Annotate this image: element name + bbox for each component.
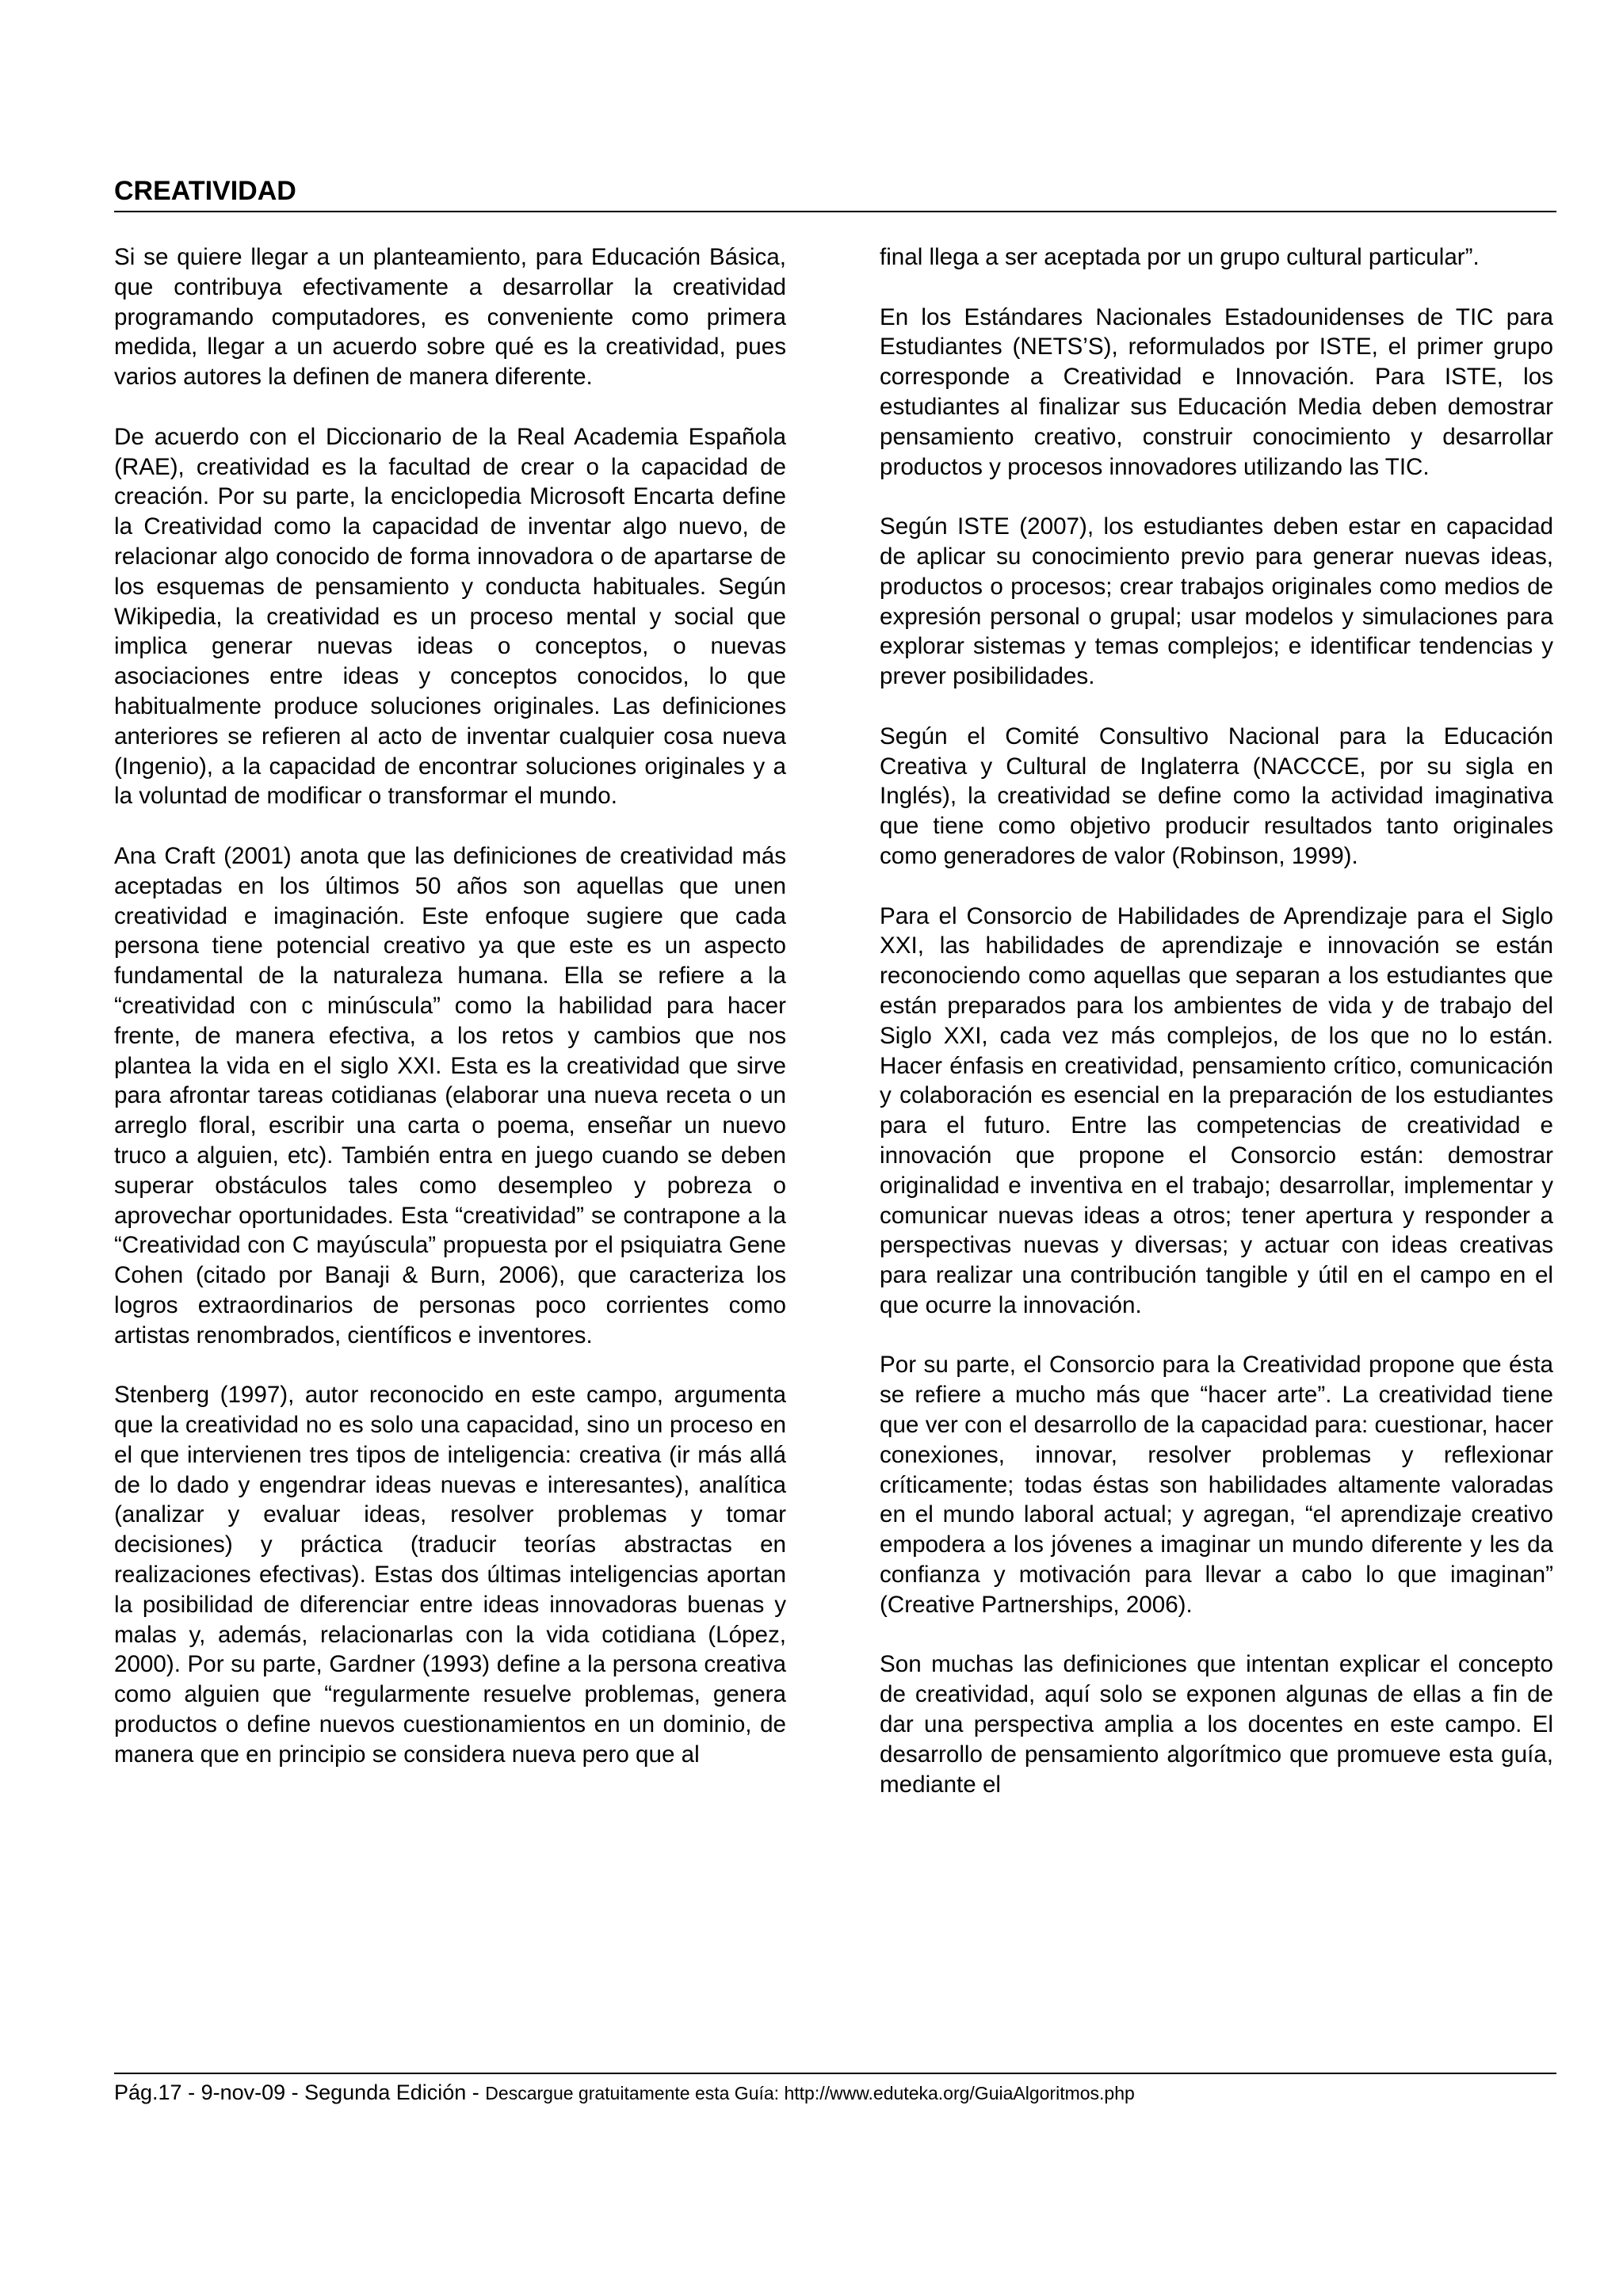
page-footer	[114, 2081, 1135, 2105]
footer-divider	[114, 2073, 1556, 2074]
paragraph: De acuerdo con el Diccionario de la Real Academia Española (RAE), creatividad es la facultad de crear o la capacidad de creación. Por su parte, la enciclopedia Microsoft Encarta define la Creatividad como la capacidad de inventar algo nuevo, de relacionar algo conocido de forma innovadora o de apartarse de los esquemas de pensamiento y conducta habituales. Según Wikipedia, la creatividad es un proceso mental y social que implica generar nuevas ideas o conceptos, o nuevas asociaciones entre ideas y conceptos conocidos, lo que habitualmente produce soluciones originales. Las definiciones anteriores se refieren al acto de inventar cualquier cosa nueva (Ingenio), a la capacidad de encontrar soluciones originales y a la voluntad de modificar o transformar el mundo.	[114, 423, 786, 810]
footer-page-info: Pág.17 - 9-nov-09 - Segunda Edición -	[114, 2081, 479, 2104]
footer-download-link[interactable]: Descargue gratuitamente esta Guía: http://www.eduteka.org/GuiaAlgoritmos.php	[485, 2083, 1135, 2103]
paragraph: Son muchas las definiciones que intentan explicar el concepto de creatividad, aquí solo se exponen algunas de ellas a fin de dar una perspectiva amplia a los docentes en este campo. El desarrollo de pensamiento algorítmico que promueve esta guía, mediante el	[880, 1651, 1553, 1798]
right-column	[880, 242, 1553, 1829]
paragraph: Según el Comité Consultivo Nacional para la Educación Creativa y Cultural de Inglaterra (NACCCE, por su sigla en Inglés), la creatividad se define como la actividad imaginativa que tiene como objetivo producir resultados tanto originales como generadores de valor (Robinson, 1999).	[880, 723, 1553, 869]
paragraph: En los Estándares Nacionales Estadounidenses de TIC para Estudiantes (NETS’S), reformulados por ISTE, el primer grupo corresponde a Creatividad e Innovación. Para ISTE, los estudiantes al finalizar sus Educación Media deben demostrar pensamiento creativo, construir conocimiento y desarrollar productos y procesos innovadores utilizando las TIC.	[880, 303, 1553, 480]
paragraph: final llega a ser aceptada por un grupo cultural particular”.	[880, 244, 1480, 270]
left-column	[114, 242, 786, 1799]
title-divider	[114, 211, 1556, 212]
paragraph: Stenberg (1997), autor reconocido en este campo, argumenta que la creatividad no es solo una capacidad, sino un proceso en el que intervienen tres tipos de inteligencia: creativa (ir más allá de lo dado y engendrar ideas nuevas e interesantes), analítica (analizar y evaluar ideas, resolver problemas y tomar decisiones) y práctica (traducir teorías abstractas en realizaciones efectivas). Estas dos últimas inteligencias aportan la posibilidad de diferenciar entre ideas innovadoras buenas y malas y, además, relacionarlas con la vida cotidiana (López, 2000). Por su parte, Gardner (1993) define a la persona creativa como alguien que “regularmente resuelve problemas, genera productos o define nuevos cuestionamientos en un dominio, de manera que en principio se considera nueva pero que al	[114, 1382, 786, 1768]
paragraph: Ana Craft (2001) anota que las definiciones de creatividad más aceptadas en los últimos 50 años son aquellas que unen creatividad e imaginación. Este enfoque sugiere que cada persona tiene potencial creativo ya que este es un aspecto fundamental de la naturaleza humana. Ella se refiere a la “creatividad con c minúscula” como la habilidad para hacer frente, de manera efectiva, a los retos y cambios que nos plantea la vida en el siglo XXI. Esta es la creatividad que sirve para afrontar tareas cotidianas (elaborar una nueva receta o un arreglo floral, escribir una carta o poema, enseñar un nuevo truco a alguien, etc). También entra en juego cuando se deben superar obstáculos tales como desempleo y pobreza o aprovechar oportunidades. Esta “creatividad” se contrapone a la “Creatividad con C mayúscula” propuesta por el psiquiatra Gene Cohen (citado por Banaji & Burn, 2006), que caracteriza los logros extraordinarios de personas poco corrientes como artistas renombrados, científicos e inventores.	[114, 842, 786, 1348]
paragraph: Según ISTE (2007), los estudiantes deben estar en capacidad de aplicar su conocimiento previo para generar nuevas ideas, productos o procesos; crear trabajos originales como medios de expresión personal o grupal; usar modelos y simulaciones para explorar sistemas y temas complejos; e identificar tendencias y prever posibilidades.	[880, 513, 1553, 690]
paragraph: Si se quiere llegar a un planteamiento, para Educación Básica, que contribuya efectivamente a desarrollar la creatividad programando computadores, es conveniente como primera medida, llegar a un acuerdo sobre qué es la creatividad, pues varios autores la definen de manera diferente.	[114, 244, 786, 391]
page-title: CREATIVIDAD	[114, 176, 296, 206]
paragraph: Por su parte, el Consorcio para la Creatividad propone que ésta se refiere a mucho más que “hacer arte”. La creatividad tiene que ver con el desarrollo de la capacidad para: cuestionar, hacer conexiones, innovar, resolver problemas y reflexionar críticamente; todas éstas son habilidades altamente valoradas en el mundo laboral actual; y agregan, “el aprendizaje creativo empodera a los jóvenes a imaginar un mundo diferente y les da confianza y motivación para llevar a cabo lo que imaginan” (Creative Partnerships, 2006).	[880, 1352, 1553, 1618]
paragraph: Para el Consorcio de Habilidades de Aprendizaje para el Siglo XXI, las habilidades de aprendizaje e innovación se están reconociendo como aquellas que separan a los estudiantes que están preparados para los ambientes de vida y de trabajo del Siglo XXI, cada vez más complejos, de los que no lo están. Hacer énfasis en creatividad, pensamiento crítico, comunicación y colaboración es esencial en la preparación de los estudiantes para el futuro. Entre las competencias de creatividad e innovación que propone el Consorcio están: demostrar originalidad e inventiva en el trabajo; desarrollar, implementar y comunicar nuevas ideas a otros; tener apertura y responder a perspectivas nuevas y diversas; y actuar con ideas creativas para realizar una contribución tangible y útil en el campo en el que ocurre la innovación.	[880, 902, 1553, 1318]
